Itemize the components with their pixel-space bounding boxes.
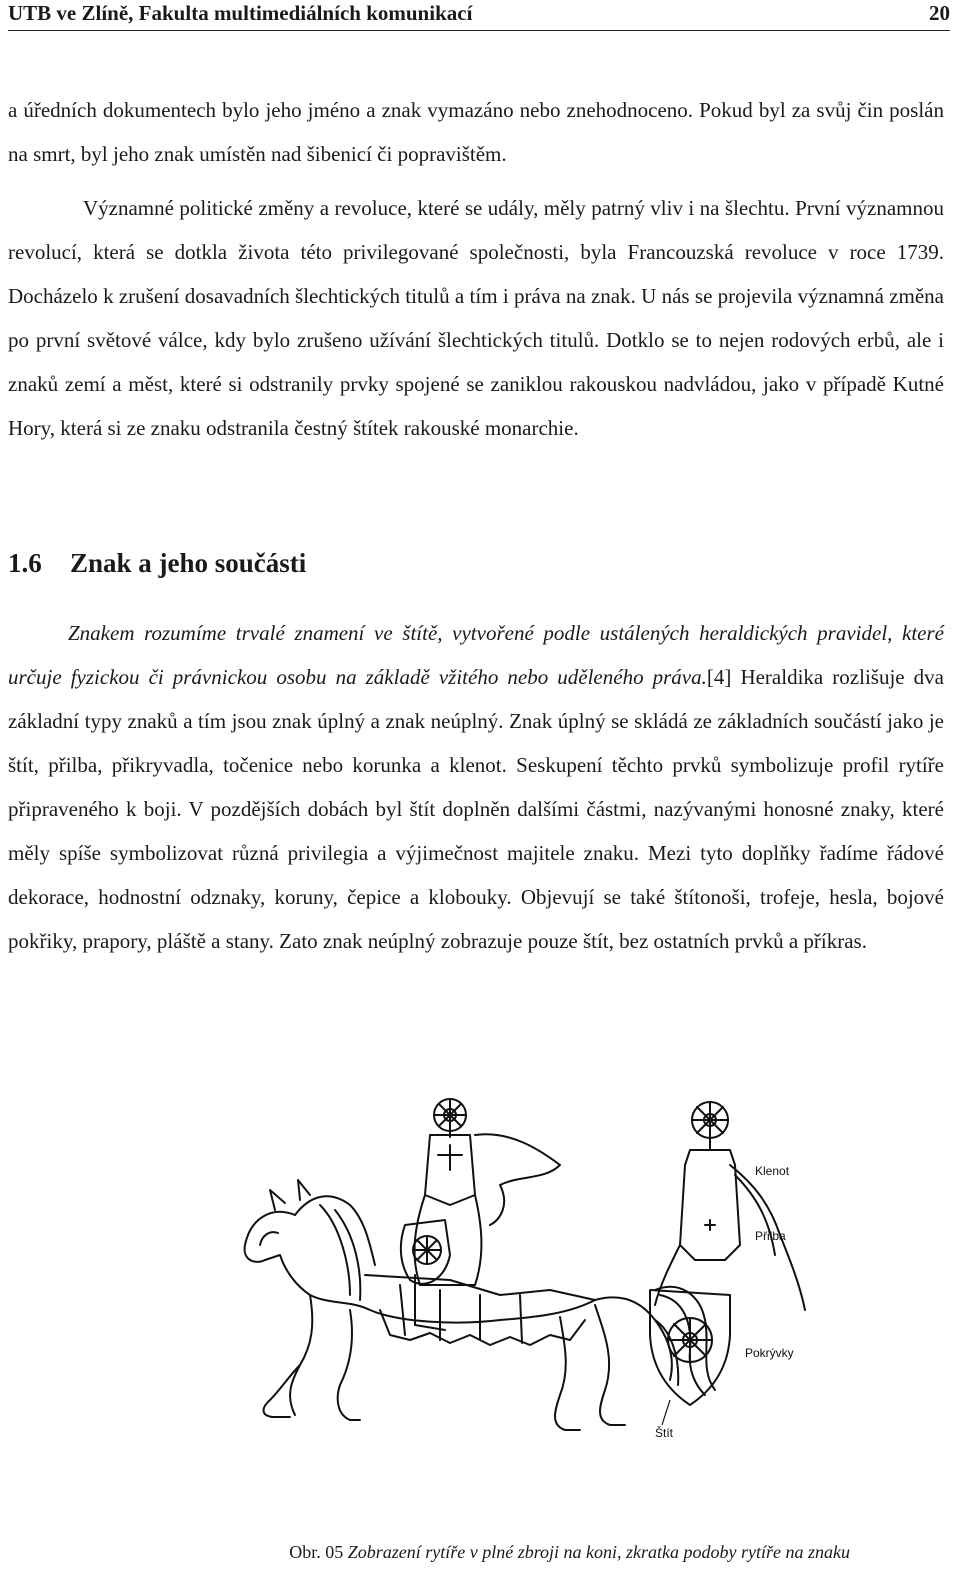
header-title: UTB ve Zlíně, Fakulta multimediálních komunikací xyxy=(8,1,473,25)
knight-illustration xyxy=(200,1095,820,1515)
label-pokryvky: Pokrývky xyxy=(745,1346,794,1360)
paragraph-3 xyxy=(8,611,944,963)
definition-italic: Znakem rozumíme trvalé znamení ve štítě, vytvořené podle ustálených heraldických pravidel, které určuje fyzickou či právnickou osobu na základě vžitého nebo uděleného práva. xyxy=(8,621,944,689)
page-number: 20 xyxy=(929,1,950,25)
label-stit: Štít xyxy=(655,1426,674,1440)
page-header xyxy=(8,0,950,31)
paragraph-3-text: [4] Heraldika rozlišuje dva základní typy znaků a tím jsou znak úplný a znak neúplný. Znak úplný se skládá ze základních součástí jako je štít, přilba, přikryvadla, točenice nebo korunka a klenot. Seskupení těchto prvků symbolizuje profil rytíře připraveného k boji. V pozdějších dobách byl štít doplněn dalšími částmi, nazývanými honosné znaky, které měly spíše symbolizovat různá privilegia a výjimečnost majitele znaku. Mezi tyto doplňky řadíme řádové dekorace, hodnostní odznaky, koruny, čepice a klobouky. Objevují se také štítonoši, trofeje, hesla, bojové pokřiky, prapory, pláště a stany. Zato znak neúplný zobrazuje pouze štít, bez ostatních prvků a příkras. xyxy=(8,665,944,953)
paragraph-2 xyxy=(8,186,944,450)
crest-flower xyxy=(434,1099,466,1137)
section-heading xyxy=(8,548,306,579)
label-klenot: Klenot xyxy=(755,1164,790,1178)
paragraph-2-text: Významné politické změny a revoluce, které se udály, měly patrný vliv i na šlechtu. První významnou revolucí, která se dotkla života této privilegované společnosti, byla Francouzská revoluce v roce 1739. Docházelo k zrušení dosavadních šlechtických titulů a tím i práva na znak. U nás se projevila významná změna po první světové válce, kdy bylo zrušeno užívání šlechtických titulů. Dotklo se to nejen rodových erbů, ale i znaků zemí a měst, které si odstranily prvky spojené se zaniklou rakouskou nadvládou, jako v případě Kutné Hory, která si ze znaku odstranila čestný štítek rakouské monarchie. xyxy=(8,196,944,440)
section-title: Znak a jeho součásti xyxy=(70,548,307,578)
caption-prefix: Obr. 05 xyxy=(289,1542,344,1562)
horse-drawing xyxy=(245,1180,679,1430)
caption-text: Zobrazení rytíře v plné zbroji na koni, zkratka podoby rytíře na znaku xyxy=(347,1542,850,1562)
paragraph-1: a úředních dokumentech bylo jeho jméno a znak vymazáno nebo znehodnoceno. Pokud byl za svůj čin poslán na smrt, byl jeho znak umístěn nad šibenicí či popravištěm. xyxy=(8,98,944,166)
figure-caption xyxy=(0,1540,960,1564)
label-prilba: Přilba xyxy=(755,1229,786,1243)
section-number: 1.6 xyxy=(8,548,42,578)
